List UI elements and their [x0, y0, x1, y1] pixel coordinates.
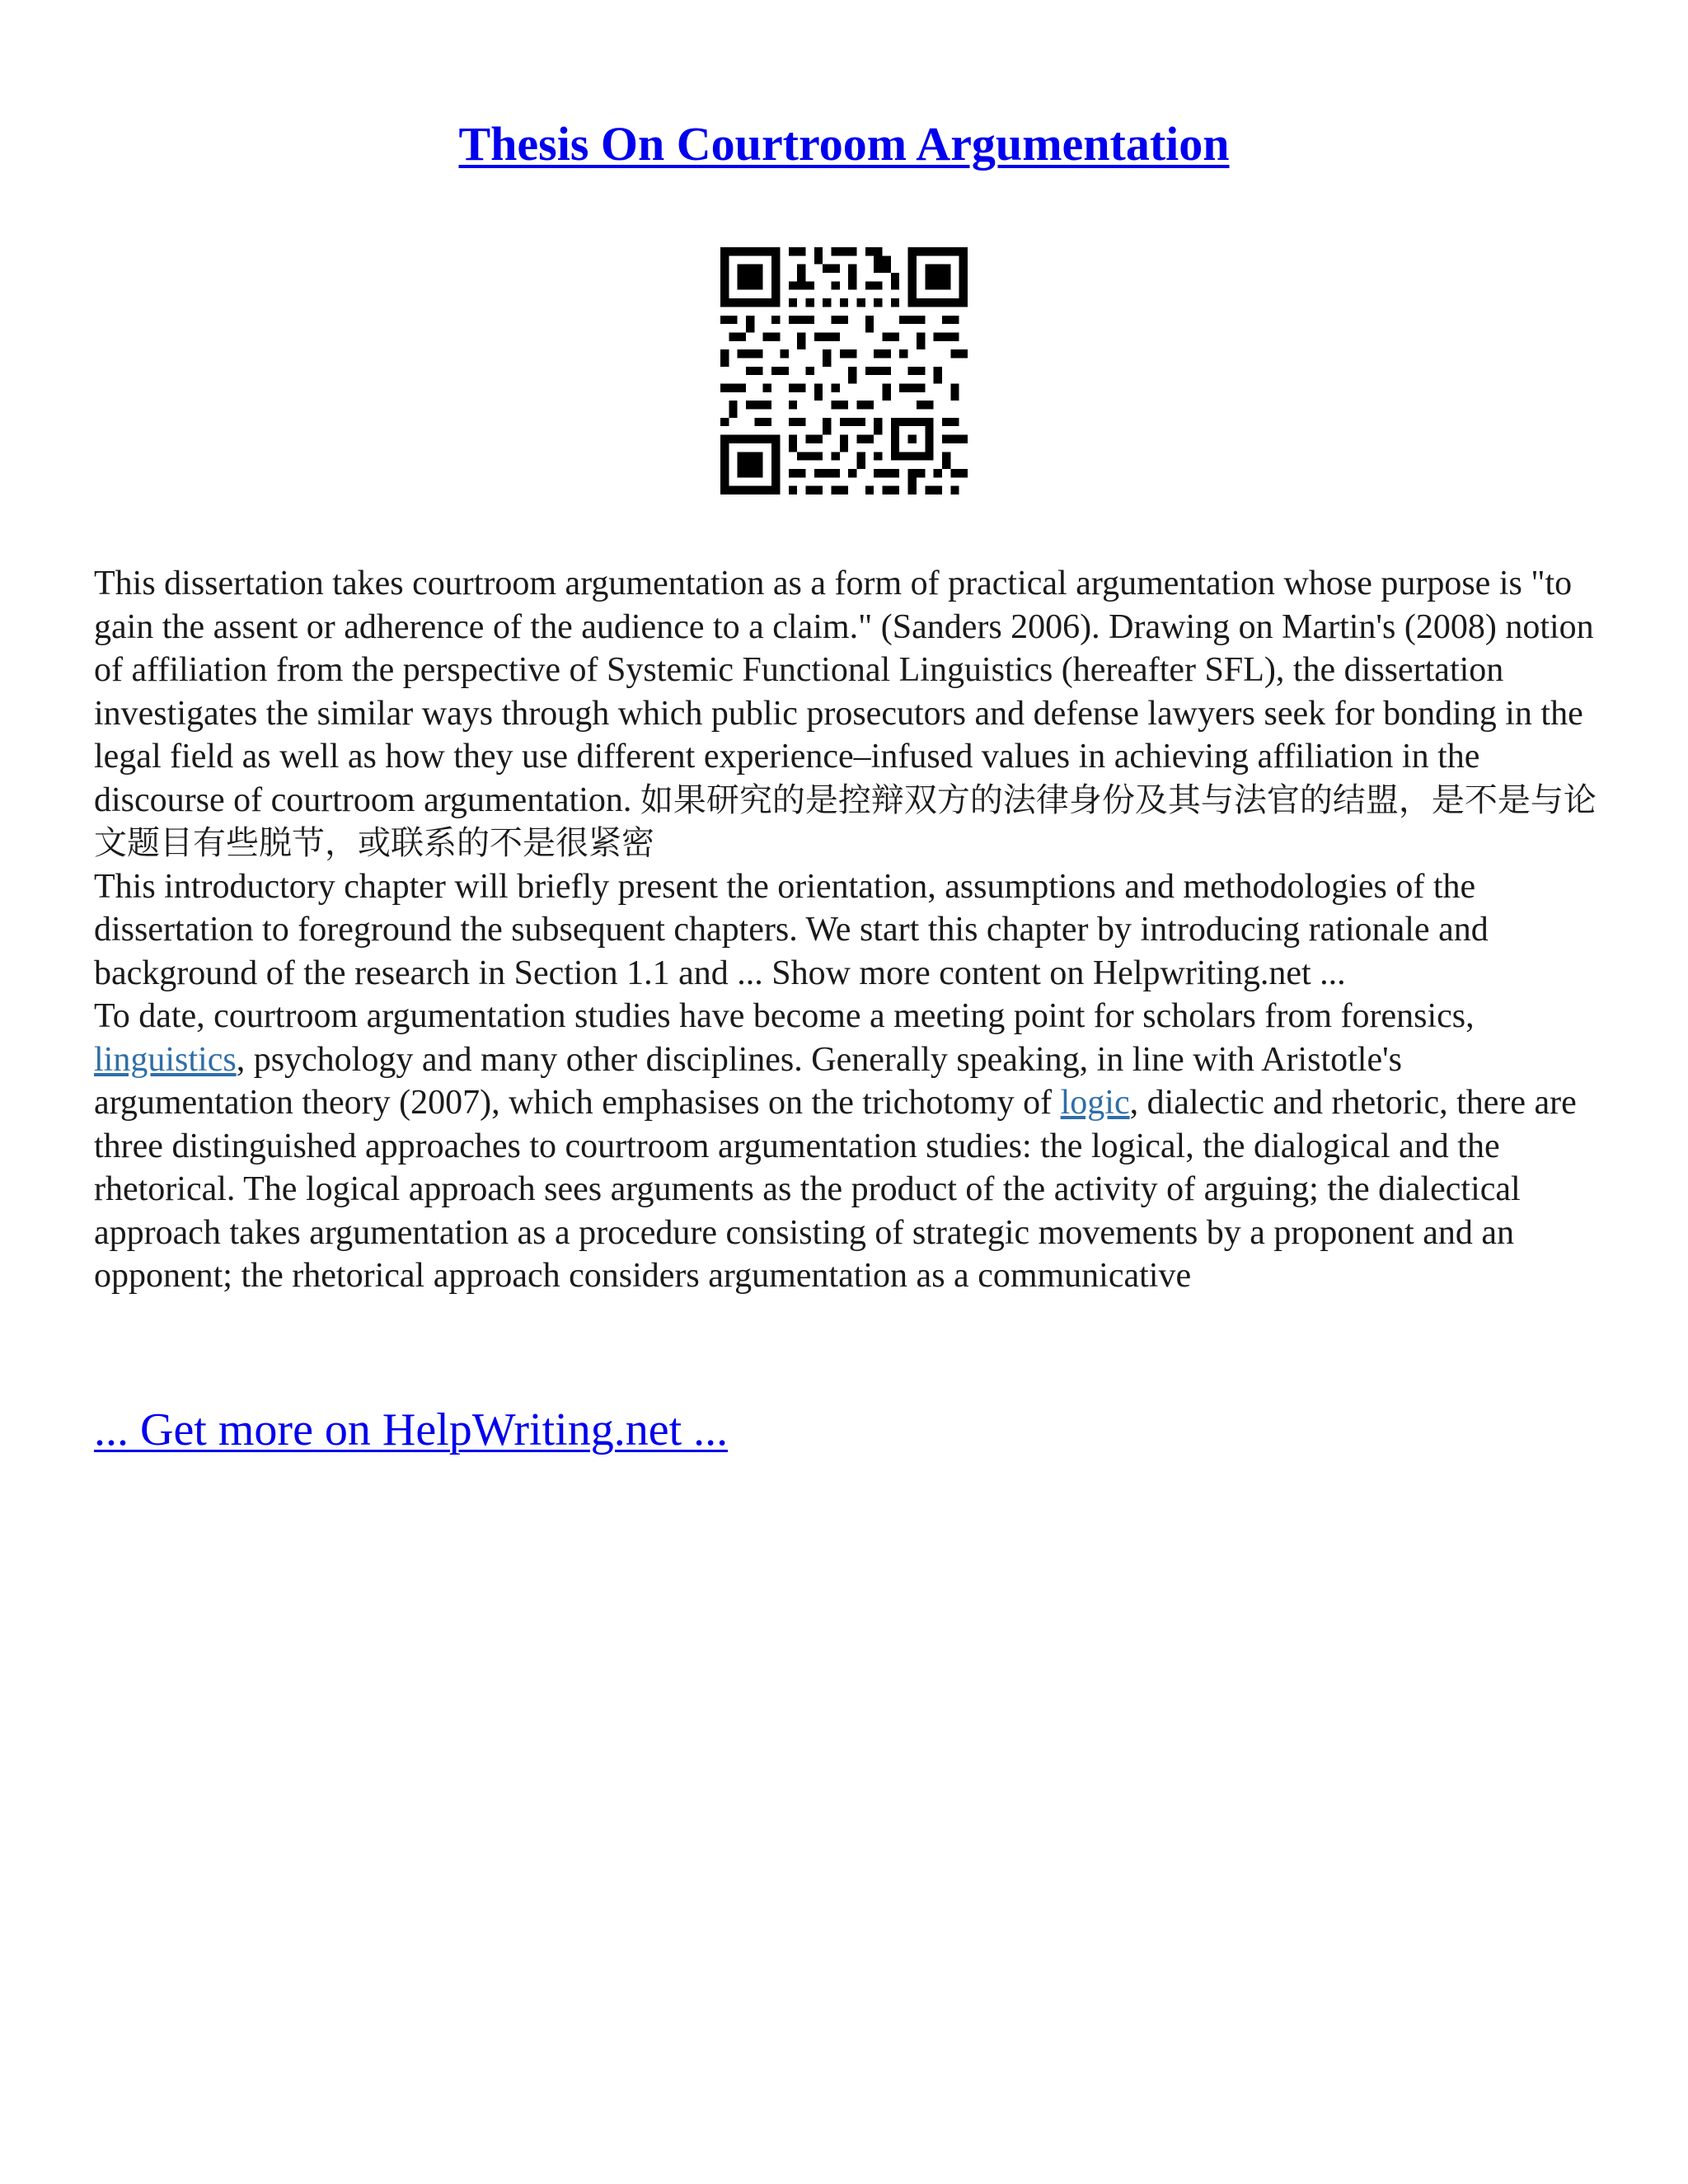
article-body — [94, 562, 1606, 1298]
logic-link[interactable]: logic — [1060, 1084, 1130, 1122]
paragraph-1-text: This dissertation takes courtroom argumentation as a form of practical argumentation whose purpose is "to gain the assent or adherence of the audience to a claim." (Sanders 2006). Drawing on Martin's (2008) notion of affiliation from the perspective of Systemic Functional Linguistics (hereafter SFL), the dissertation investigates the similar ways through which public prosecutors and defense lawyers seek for bonding in the legal field as well as how they use different experience–infused values in achieving affiliation in the discourse of courtroom argumentation. — [94, 565, 1594, 819]
paragraph-3-part3: , dialectic and rhetoric, there are three distinguished approaches to courtroom argumentation studies: the logical, the dialogical and the rhetorical. The logical approach sees arguments as the product of the activity of arguing; the dialectical approach takes argumentation as a procedure consisting of strategic movements by a proponent and an opponent; the rhetorical approach considers argumentation as a communicative — [94, 1084, 1577, 1295]
qr-code-icon — [720, 247, 968, 494]
paragraph-2: This introductory chapter will briefly present the orientation, assumptions and methodologies of the dissertation to foreground the subsequent chapters. We start this chapter by introducing rationale and background of the research in Section 1.1 and ... Show more content on Helpwriting.net ... — [94, 867, 1489, 992]
paragraph-1-cjk-note: 如果研究的是控辩双方的法律身份及其与法官的结盟，是不是与论文题目有些脱节，或联系的不是很紧密 — [94, 780, 1597, 862]
linguistics-link[interactable]: linguistics — [94, 1040, 237, 1079]
page-title — [0, 115, 1688, 173]
paragraph-3-part1: To date, courtroom argumentation studies have become a meeting point for scholars from forensics, — [94, 997, 1475, 1035]
get-more-link[interactable]: ... Get more on HelpWriting.net ... — [94, 1404, 729, 1455]
paragraph-1 — [94, 562, 1606, 865]
paragraph-3-part2: , psychology and many other disciplines. Generally speaking, in line with Aristotle's argumentation theory (2007), which emphasises on the trichotomy of — [94, 1040, 1403, 1122]
more-link-container — [94, 1401, 728, 1459]
title-link[interactable]: Thesis On Courtroom Argumentation — [458, 117, 1230, 171]
paragraph-3 — [94, 995, 1606, 1298]
